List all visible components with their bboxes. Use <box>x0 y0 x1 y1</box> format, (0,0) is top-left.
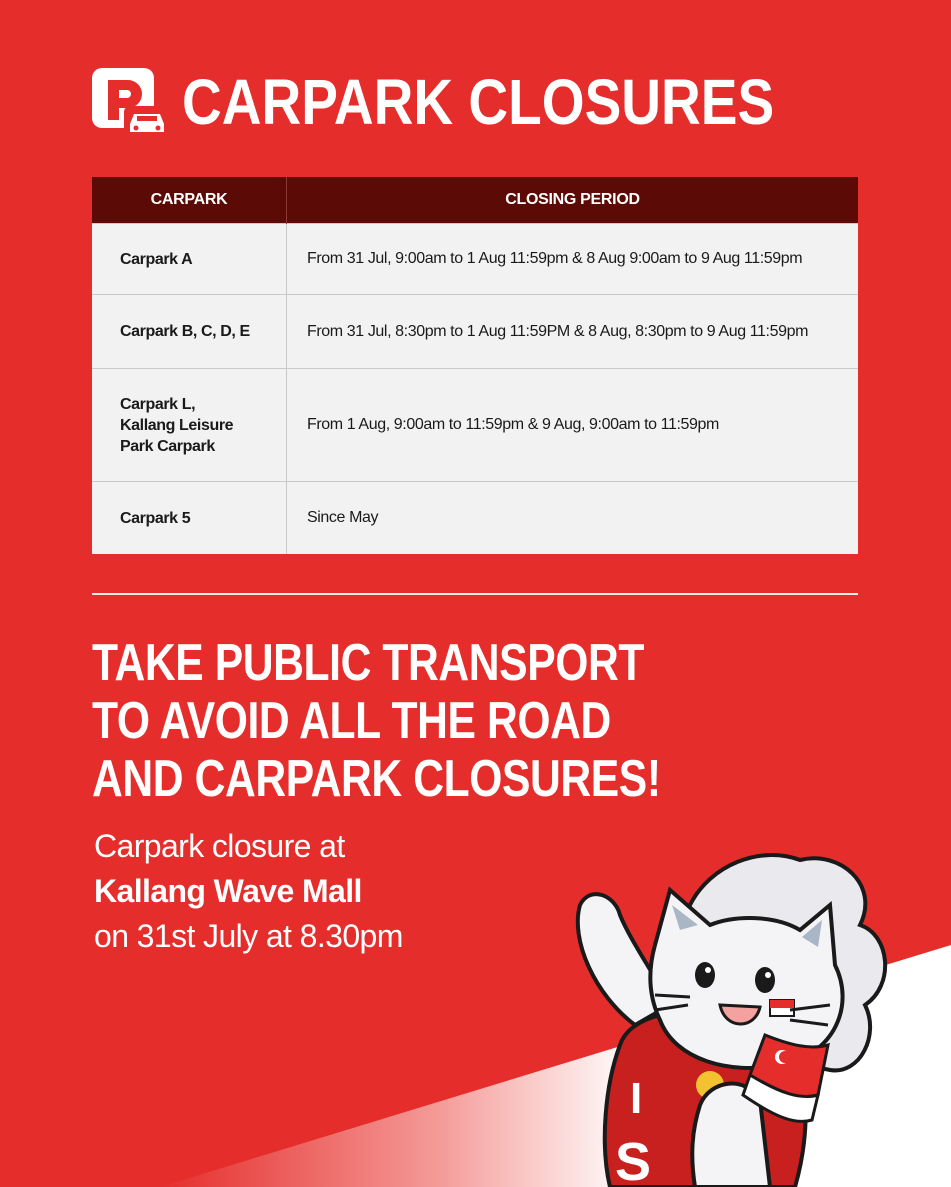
parking-car-icon <box>92 66 172 138</box>
table-row <box>92 295 858 369</box>
carpark-name: Carpark B, C, D, E <box>92 295 287 369</box>
cat-mascot-with-flag-icon <box>560 845 951 1187</box>
carpark-name-line: Park Carpark <box>120 437 215 455</box>
notice-line: Carpark closure at <box>94 828 345 864</box>
carpark-name <box>92 369 287 482</box>
carpark-name: Carpark A <box>92 224 287 295</box>
closure-notice <box>94 824 403 959</box>
closing-period: From 1 Aug, 9:00am to 11:59pm & 9 Aug, 9:00am to 11:59pm <box>287 369 859 482</box>
divider <box>92 593 858 595</box>
notice-location: Kallang Wave Mall <box>94 873 362 909</box>
headline-line: TO AVOID ALL THE ROAD <box>92 692 611 750</box>
headline-line: TAKE PUBLIC TRANSPORT <box>92 634 645 692</box>
headline-line: AND CARPARK CLOSURES! <box>92 750 661 808</box>
header <box>92 66 871 138</box>
carpark-name: Carpark 5 <box>92 482 287 555</box>
carpark-name-line: Kallang Leisure <box>120 416 234 434</box>
closing-period: From 31 Jul, 9:00am to 1 Aug 11:59pm & 8 Aug 9:00am to 9 Aug 11:59pm <box>287 224 859 295</box>
column-header-carpark: CARPARK <box>92 177 287 224</box>
closures-table <box>92 177 858 554</box>
headline <box>92 634 661 808</box>
table-row <box>92 482 858 555</box>
column-header-closing-period: CLOSING PERIOD <box>287 177 859 224</box>
closing-period: Since May <box>287 482 859 555</box>
page-title: CARPARK CLOSURES <box>182 66 775 138</box>
table-row <box>92 224 858 295</box>
table-header-row <box>92 177 858 224</box>
svg-text:S: S <box>615 1132 652 1187</box>
notice-time: on 31st July at 8.30pm <box>94 918 403 954</box>
table-row <box>92 369 858 482</box>
closing-period: From 31 Jul, 8:30pm to 1 Aug 11:59PM & 8 Aug, 8:30pm to 9 Aug 11:59pm <box>287 295 859 369</box>
carpark-name-line: Carpark L, <box>120 395 196 413</box>
svg-text:I: I <box>630 1074 643 1123</box>
